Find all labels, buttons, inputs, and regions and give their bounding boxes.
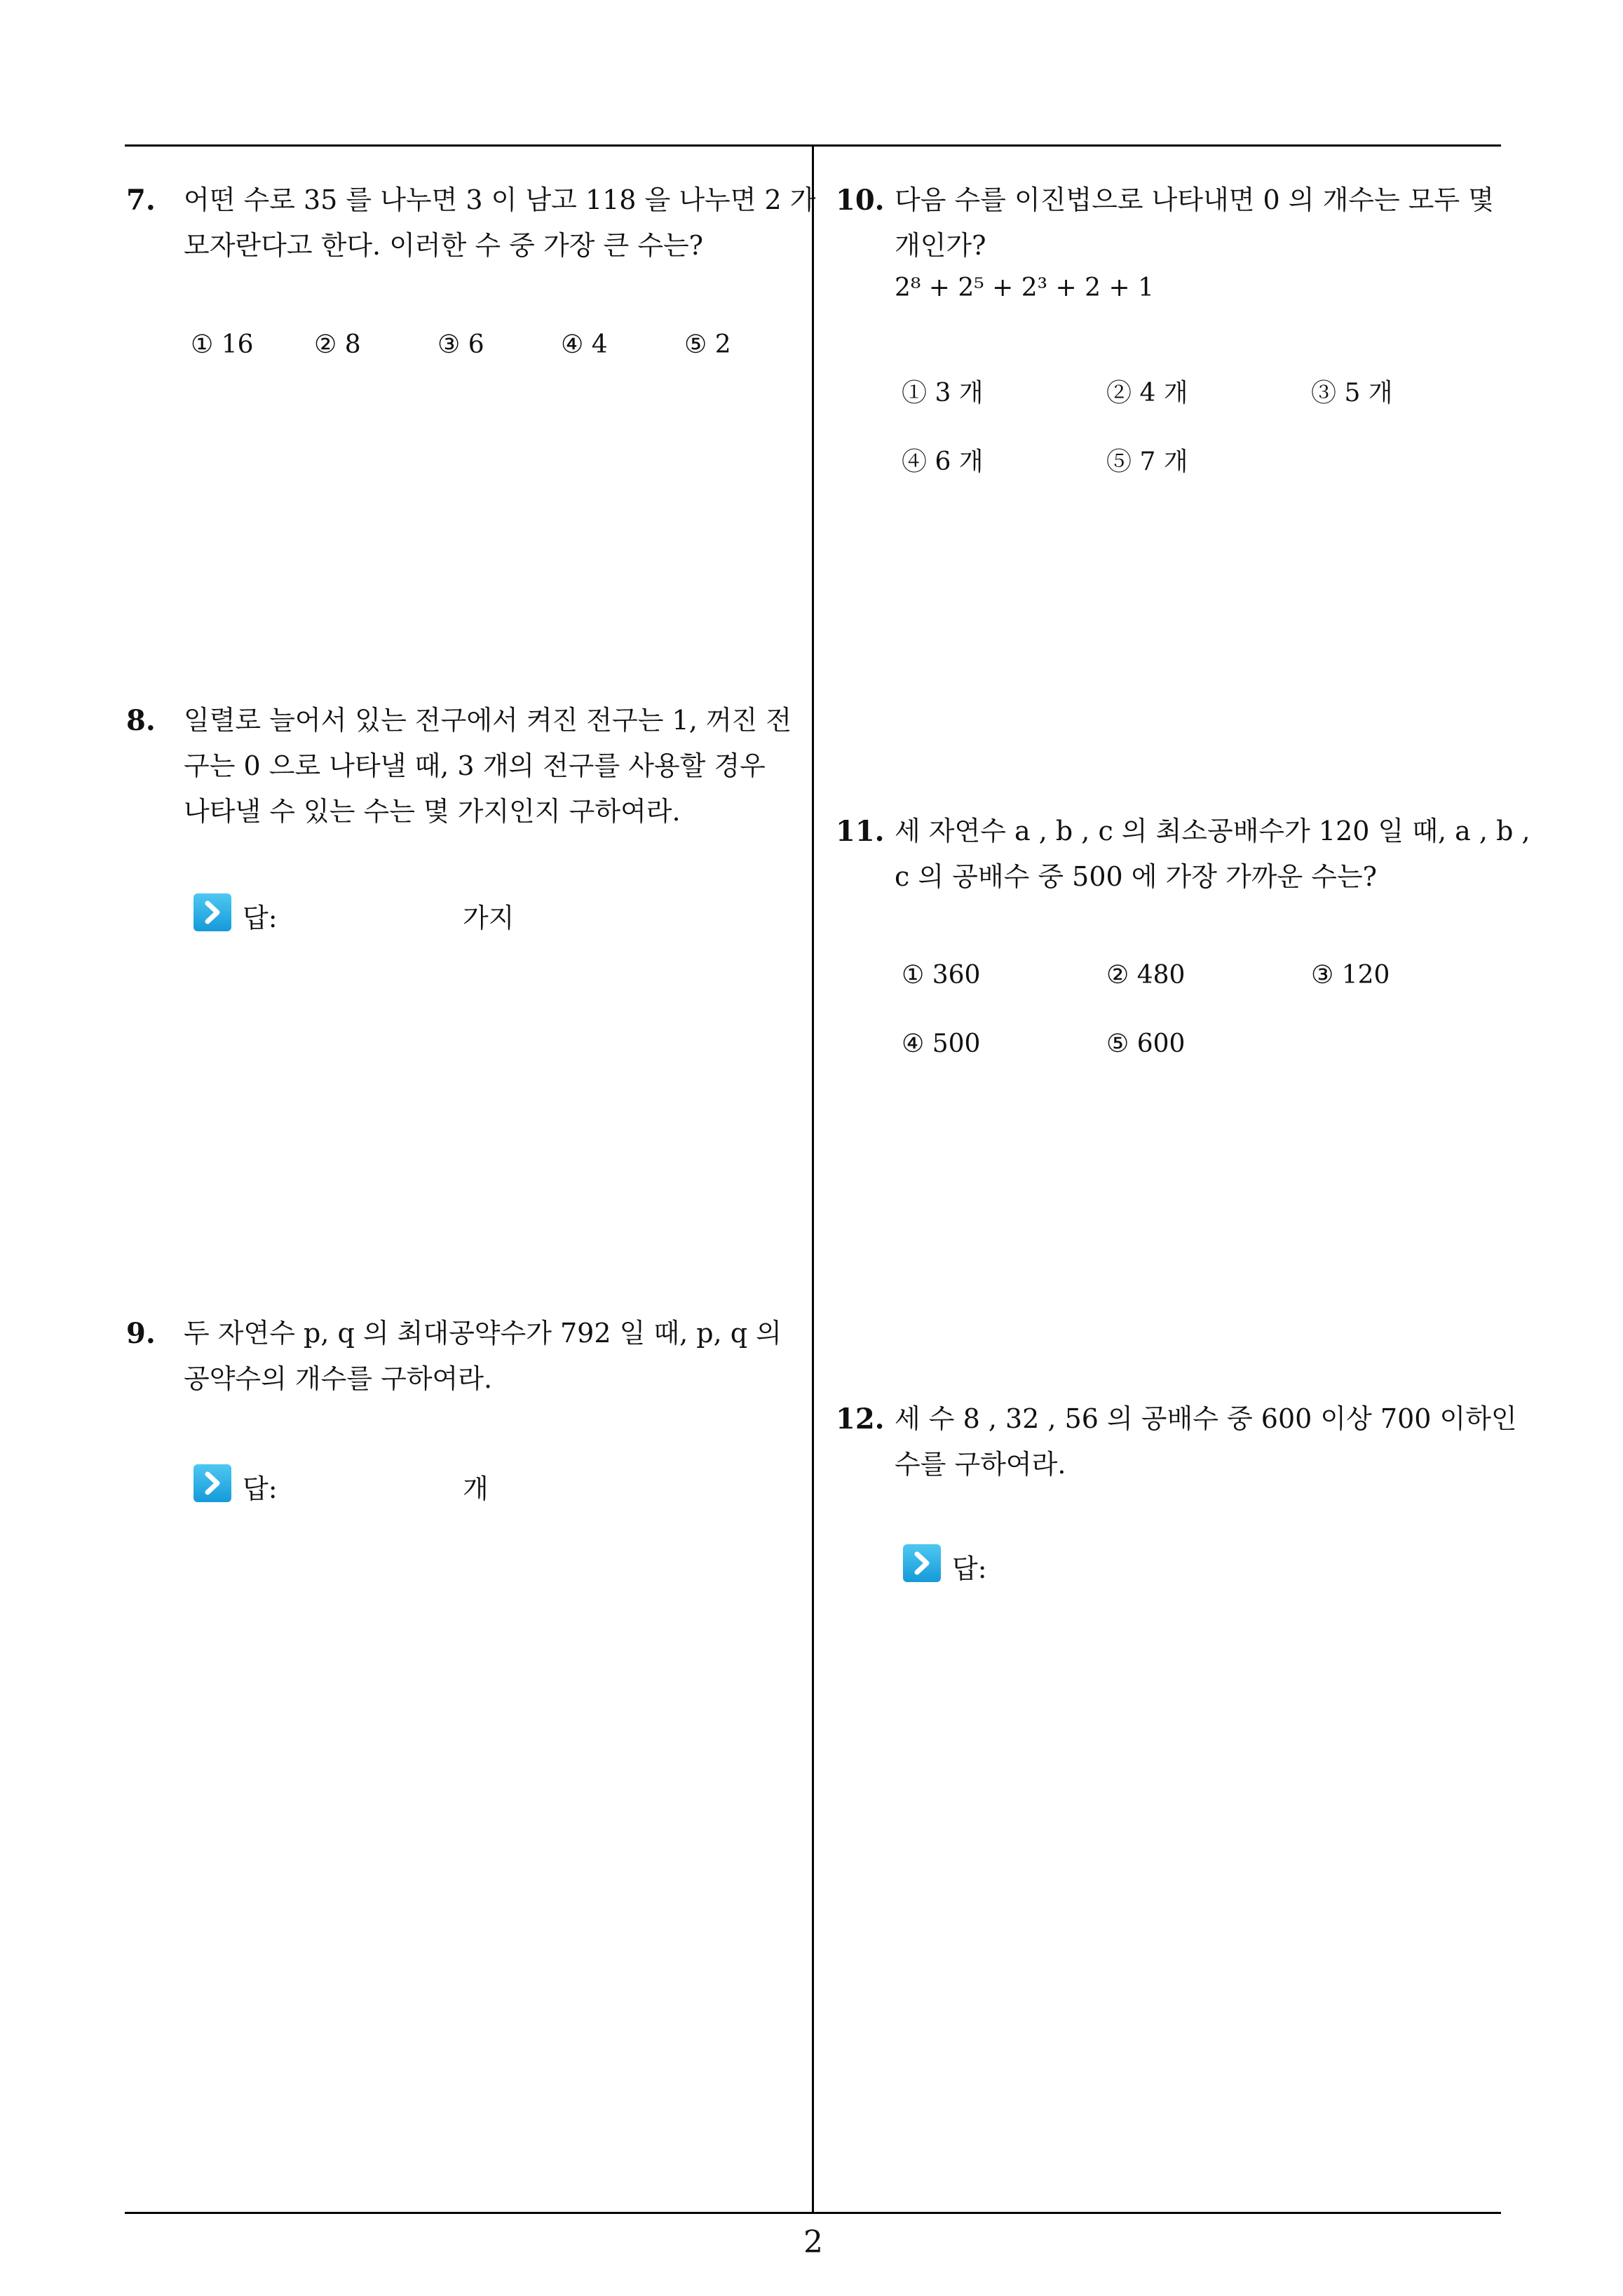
question-text-line: 구는 0 으로 나타낼 때, 3 개의 전구를 사용할 경우: [184, 750, 766, 781]
question-text-line: 세 자연수 a , b , c 의 최소공배수가 120 일 때, a , b ,: [895, 816, 1530, 846]
formula: 2⁸ + 2⁵ + 2³ + 2 + 1: [895, 274, 1155, 302]
question-text-line: 일렬로 늘어서 있는 전구에서 켜진 전구는 1, 꺼진 전: [184, 705, 792, 736]
question-text-line: c 의 공배수 중 500 에 가장 가까운 수는?: [895, 861, 1378, 892]
chevron-right-icon: [903, 1544, 941, 1582]
answer-label: 답:: [952, 1553, 987, 1584]
page-number: 2: [803, 2224, 823, 2260]
question-text-line: 개인가?: [895, 230, 986, 261]
answer-blank[interactable]: [294, 1467, 456, 1501]
answer-label: 답:: [243, 1473, 278, 1504]
question-number: 11.: [836, 815, 885, 848]
answer-label: 답:: [243, 903, 278, 933]
question-number: 10.: [836, 184, 885, 217]
choice-3[interactable]: ③ 6: [437, 330, 484, 359]
choice-2[interactable]: ② 480: [1106, 961, 1186, 990]
choice-2[interactable]: ② 8: [314, 330, 361, 359]
answer-blank[interactable]: [294, 896, 456, 930]
choice-1[interactable]: ① 16: [191, 330, 254, 359]
answer-blank[interactable]: [1004, 1547, 1214, 1581]
choice-5[interactable]: ⑤ 2: [684, 330, 731, 359]
question-text-line: 모자란다고 한다. 이러한 수 중 가장 큰 수는?: [184, 230, 704, 261]
choice-4[interactable]: ④ 4: [561, 330, 608, 359]
question-text-line: 세 수 8 , 32 , 56 의 공배수 중 600 이상 700 이하인: [895, 1403, 1517, 1434]
column-divider: [812, 144, 814, 2213]
question-text-line: 수를 구하여라.: [895, 1449, 1066, 1480]
question-text-line: 나타낼 수 있는 수는 몇 가지인지 구하여라.: [184, 796, 681, 827]
question-text-line: 공약수의 개수를 구하여라.: [184, 1363, 493, 1394]
choice-5[interactable]: ⑤ 7 개: [1106, 447, 1188, 476]
choice-2[interactable]: ② 4 개: [1106, 379, 1188, 407]
question-number: 8.: [126, 704, 156, 737]
bottom-rule: [125, 2212, 1501, 2214]
question-number: 7.: [126, 184, 156, 217]
choice-3[interactable]: ③ 120: [1311, 961, 1390, 990]
question-text-line: 두 자연수 p, q 의 최대공약수가 792 일 때, p, q 의: [184, 1318, 782, 1349]
answer-unit: 개: [463, 1473, 489, 1504]
chevron-right-icon: [193, 893, 231, 931]
choice-1[interactable]: ① 3 개: [902, 379, 984, 407]
choice-5[interactable]: ⑤ 600: [1106, 1029, 1186, 1058]
question-number: 12.: [836, 1403, 885, 1436]
answer-unit: 가지: [463, 903, 515, 933]
choice-4[interactable]: ④ 500: [902, 1029, 981, 1058]
choice-3[interactable]: ③ 5 개: [1311, 379, 1393, 407]
question-text-line: 다음 수를 이진법으로 나타내면 0 의 개수는 모두 몇: [895, 184, 1494, 215]
question-text-line: 어떤 수로 35 를 나누면 3 이 남고 118 을 나누면 2 가: [184, 184, 816, 215]
question-number: 9.: [126, 1317, 156, 1350]
choice-4[interactable]: ④ 6 개: [902, 447, 984, 476]
chevron-right-icon: [193, 1464, 231, 1502]
choice-1[interactable]: ① 360: [902, 961, 981, 990]
